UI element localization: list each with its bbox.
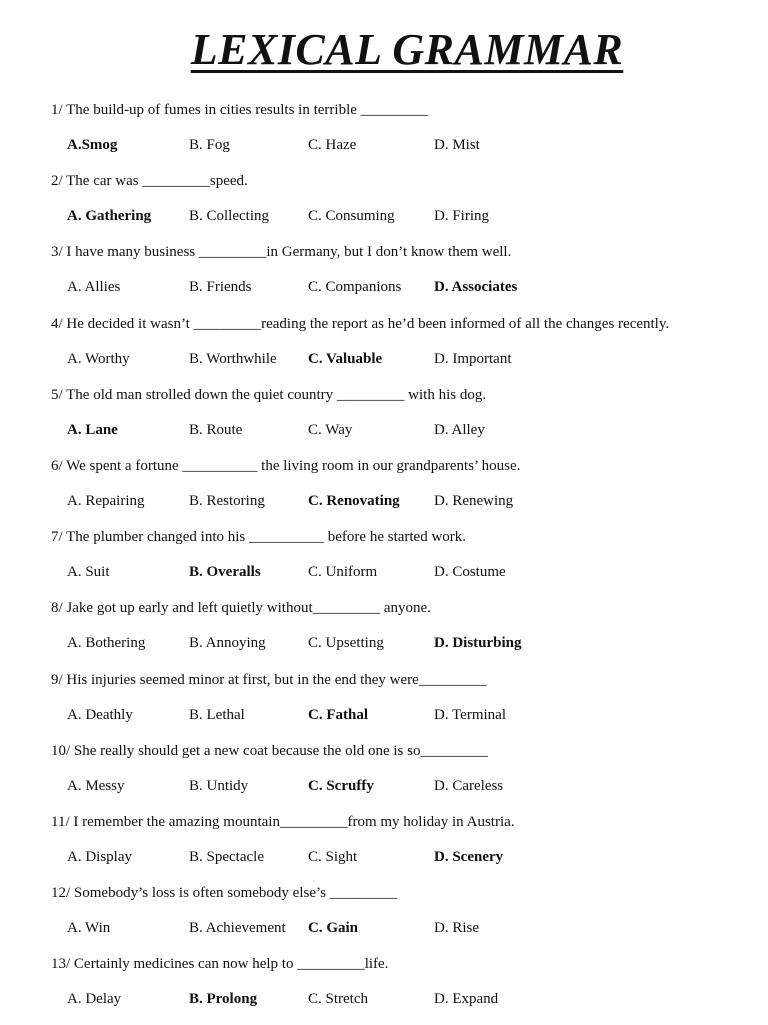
question-item	[0, 527, 768, 598]
answer-option: C. Consuming	[308, 208, 395, 225]
question-item	[0, 741, 768, 812]
question-text: 13/ Certainly medicines can now help to _________life.	[51, 956, 389, 973]
question-text: 10/ She really should get a new coat because the old one is so_________	[51, 742, 488, 759]
answer-option: A. Repairing	[67, 493, 145, 509]
question-item	[0, 242, 768, 313]
question-text: 2/ The car was _________speed.	[51, 173, 248, 190]
question-item	[0, 812, 768, 883]
answer-option: D. Firing	[434, 208, 490, 225]
answer-option: B. Restoring	[189, 493, 265, 509]
answer-option: B. Spectacle	[189, 849, 264, 865]
answer-option: A. Display	[67, 849, 132, 865]
answer-option-correct: A.Smog	[67, 137, 118, 153]
question-text: 4/ He decided it wasn’t _________reading the report as he’d been informed of all the changes recently.	[51, 315, 670, 332]
answer-option: A. Allies	[67, 279, 121, 296]
question-item	[0, 171, 768, 242]
answer-option-correct: C. Scruffy	[308, 777, 374, 794]
answer-option: B. Collecting	[189, 208, 269, 225]
answer-option-correct: B. Overalls	[189, 564, 261, 581]
answer-option: C. Uniform	[308, 564, 378, 581]
answer-option: B. Untidy	[189, 777, 249, 794]
question-item	[0, 883, 768, 954]
answer-option: B. Fog	[189, 137, 230, 153]
question-text: 1/ The build-up of fumes in cities results in terrible _________	[51, 102, 429, 118]
answer-option: B. Annoying	[189, 635, 266, 652]
answer-option: C. Upsetting	[308, 635, 384, 652]
question-text: 12/ Somebody’s loss is often somebody else’s _________	[51, 885, 398, 902]
answer-option-correct: D. Associates	[434, 279, 518, 296]
question-text: 5/ The old man strolled down the quiet country _________ with his dog.	[51, 386, 487, 403]
answer-option: D. Important	[434, 350, 512, 367]
answer-option-correct: A. Gathering	[67, 208, 152, 225]
question-item	[0, 670, 768, 741]
answer-option: B. Friends	[189, 279, 252, 296]
answer-option: B. Worthwhile	[189, 350, 277, 367]
answer-option: D. Rise	[434, 920, 479, 937]
answer-option-correct: C. Renovating	[308, 493, 400, 509]
question-text: 8/ Jake got up early and left quietly without_________ anyone.	[51, 600, 431, 617]
question-item	[0, 954, 768, 1025]
question-text: 3/ I have many business _________in Germany, but I don’t know them well.	[51, 244, 512, 261]
question-text: 9/ His injuries seemed minor at first, but in the end they were_________	[51, 671, 487, 688]
page-title: LEXICAL GRAMMAR	[190, 25, 624, 74]
answer-option: C. Stretch	[308, 991, 368, 1008]
answer-option: D. Terminal	[434, 706, 506, 723]
question-text: 7/ The plumber changed into his __________ before he started work.	[51, 529, 467, 546]
answer-option: C. Companions	[308, 279, 402, 296]
question-item	[0, 598, 768, 669]
question-item	[0, 385, 768, 456]
answer-option: D. Alley	[434, 421, 485, 438]
answer-option: B. Lethal	[189, 706, 245, 723]
answer-option-correct: C. Valuable	[308, 350, 383, 367]
question-text: 11/ I remember the amazing mountain_________from my holiday in Austria.	[51, 814, 515, 830]
answer-option: A. Deathly	[67, 706, 133, 723]
answer-option: C. Haze	[308, 137, 357, 153]
answer-option-correct: B. Prolong	[189, 991, 258, 1008]
answer-option: A. Win	[67, 920, 111, 937]
answer-option: D. Renewing	[434, 493, 514, 509]
question-item	[0, 314, 768, 385]
answer-option-correct: D. Disturbing	[434, 635, 522, 652]
answer-option: A. Bothering	[67, 635, 146, 652]
answer-option: A. Delay	[67, 991, 122, 1008]
answer-option: A. Suit	[67, 564, 110, 581]
answer-option: B. Route	[189, 421, 243, 438]
answer-option-correct: A. Lane	[67, 421, 118, 438]
answer-option: D. Mist	[434, 137, 480, 153]
answer-option: B. Achievement	[189, 920, 286, 937]
question-item	[0, 456, 768, 527]
answer-option: C. Sight	[308, 849, 358, 865]
answer-option: A. Messy	[67, 777, 125, 794]
answer-option: A. Worthy	[67, 350, 130, 367]
question-item	[0, 100, 768, 171]
answer-option-correct: C. Gain	[308, 920, 359, 937]
answer-option-correct: C. Fathal	[308, 706, 368, 723]
answer-option: D. Expand	[434, 991, 499, 1008]
answer-option: D. Costume	[434, 564, 506, 581]
answer-option: D. Careless	[434, 777, 504, 794]
answer-option-correct: D. Scenery	[434, 849, 504, 865]
answer-option: C. Way	[308, 421, 353, 438]
question-text: 6/ We spent a fortune __________ the living room in our grandparents’ house.	[51, 458, 521, 474]
